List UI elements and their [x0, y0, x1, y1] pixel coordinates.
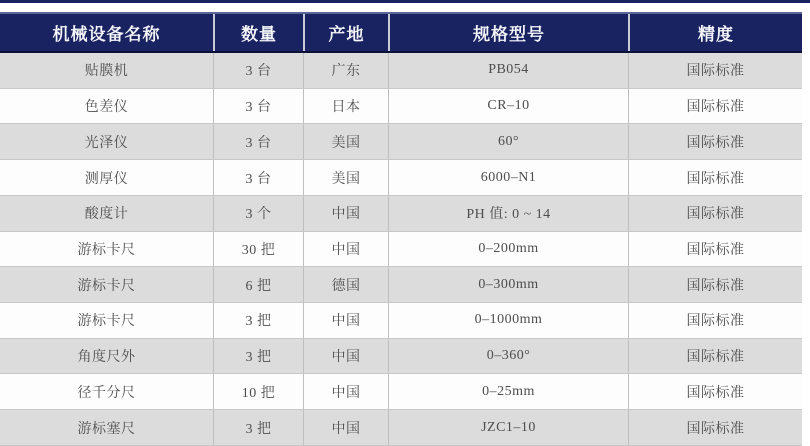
cell-equipment-name: 贴膜机	[84, 64, 129, 80]
cell-origin: 广东	[303, 53, 388, 88]
cell-precision: 国际标准	[628, 196, 802, 231]
cell-spec-model: 0–25mm	[388, 374, 628, 409]
cell-quantity: 30 把	[213, 232, 303, 267]
cell-spec-model: 0–1000mm	[388, 303, 628, 338]
cell-quantity: 3 台	[213, 124, 303, 159]
cell-spec-model: 0–200mm	[388, 232, 628, 267]
cell-origin: 中国	[303, 196, 388, 231]
cell-spec-model: CR–10	[388, 89, 628, 124]
table-body	[0, 53, 802, 446]
header-origin: 产地	[303, 14, 388, 51]
cell-quantity: 6 把	[213, 267, 303, 302]
cell-spec-model: 0–360°	[388, 339, 628, 374]
cell-precision: 国际标准	[628, 410, 802, 445]
cell-quantity: 10 把	[213, 374, 303, 409]
cell-quantity: 3 把	[213, 410, 303, 445]
cell-origin: 中国	[303, 339, 388, 374]
cell-spec-model: 0–300mm	[388, 267, 628, 302]
table-row	[0, 303, 802, 339]
header-precision: 精度	[628, 14, 802, 51]
cell-precision: 国际标准	[628, 160, 802, 195]
cell-quantity: 3 台	[213, 160, 303, 195]
cell-equipment-name: 光泽仪	[84, 135, 129, 151]
equipment-table	[0, 12, 802, 446]
cell-equipment-name: 酸度计	[84, 207, 129, 223]
cell-equipment-name: 径千分尺	[77, 385, 136, 401]
cell-equipment-name: 游标卡尺	[77, 242, 136, 258]
cell-precision: 国际标准	[628, 89, 802, 124]
cell-spec-model: 60°	[388, 124, 628, 159]
cell-quantity: 3 把	[213, 303, 303, 338]
table-row	[0, 267, 802, 303]
cell-origin: 德国	[303, 267, 388, 302]
cell-precision: 国际标准	[628, 267, 802, 302]
cell-spec-model: PB054	[388, 53, 628, 88]
cell-equipment-name: 角度尺外	[77, 350, 136, 366]
cell-quantity: 3 个	[213, 196, 303, 231]
cell-precision: 国际标准	[628, 374, 802, 409]
table-header-row	[0, 12, 802, 53]
cell-origin: 中国	[303, 374, 388, 409]
top-accent-bar	[0, 0, 810, 3]
cell-spec-model: JZC1–10	[388, 410, 628, 445]
cell-precision: 国际标准	[628, 339, 802, 374]
cell-origin: 日本	[303, 89, 388, 124]
cell-origin: 中国	[303, 232, 388, 267]
table-row	[0, 232, 802, 268]
cell-precision: 国际标准	[628, 232, 802, 267]
cell-spec-model: PH 值: 0 ~ 14	[388, 196, 628, 231]
table-row	[0, 124, 802, 160]
table-row	[0, 89, 802, 125]
cell-quantity: 3 台	[213, 53, 303, 88]
table-row	[0, 374, 802, 410]
cell-origin: 美国	[303, 160, 388, 195]
cell-equipment-name: 游标卡尺	[77, 278, 136, 294]
cell-precision: 国际标准	[628, 124, 802, 159]
header-quantity: 数量	[213, 14, 303, 51]
cell-quantity: 3 把	[213, 339, 303, 374]
cell-equipment-name: 游标卡尺	[77, 314, 136, 330]
cell-origin: 中国	[303, 410, 388, 445]
cell-origin: 美国	[303, 124, 388, 159]
cell-equipment-name: 测厚仪	[84, 171, 129, 187]
cell-precision: 国际标准	[628, 53, 802, 88]
header-spec-model: 规格型号	[388, 14, 628, 51]
table-row	[0, 196, 802, 232]
cell-equipment-name: 游标塞尺	[77, 421, 136, 437]
table-row	[0, 160, 802, 196]
cell-origin: 中国	[303, 303, 388, 338]
table-row	[0, 53, 802, 89]
cell-precision: 国际标准	[628, 303, 802, 338]
cell-quantity: 3 台	[213, 89, 303, 124]
cell-equipment-name: 色差仪	[84, 100, 129, 116]
table-row	[0, 410, 802, 446]
table-row	[0, 339, 802, 375]
cell-spec-model: 6000–N1	[388, 160, 628, 195]
header-equipment-name: 机械设备名称	[52, 25, 161, 44]
